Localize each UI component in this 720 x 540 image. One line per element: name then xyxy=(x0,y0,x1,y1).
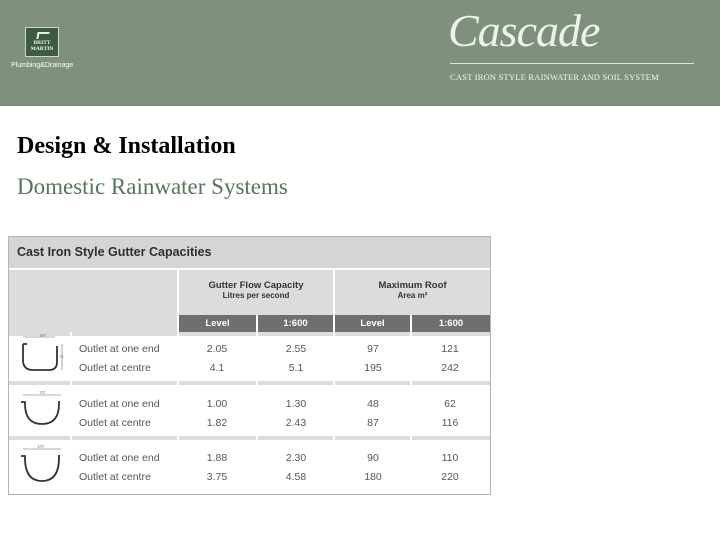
slide-subtitle: Domestic Rainwater Systems xyxy=(17,174,288,199)
row-label: Outlet at one end xyxy=(79,343,160,355)
logo-line-2: MARTIN xyxy=(30,46,54,52)
cell-flow-level: 1.00 xyxy=(206,398,228,410)
cell-roof-level: 195 xyxy=(364,362,382,374)
profile-depth-label: 75 xyxy=(59,354,64,359)
cell-roof-level: 87 xyxy=(367,417,379,429)
row-label: Outlet at one end xyxy=(79,452,160,464)
header-banner xyxy=(0,0,720,106)
cell-flow-fall: 4.58 xyxy=(285,471,307,483)
cell-flow-fall: 1.30 xyxy=(285,398,307,410)
row-label: Outlet at centre xyxy=(79,417,151,429)
cell-roof-fall: 220 xyxy=(441,471,459,483)
cell-flow-level: 2.05 xyxy=(206,343,228,355)
cell-flow-fall: 2.55 xyxy=(285,343,307,355)
cell-flow-fall: 2.43 xyxy=(285,417,307,429)
subheader-ratio: 1:600 xyxy=(438,318,464,329)
table-title-bar xyxy=(9,237,490,268)
row-label: Outlet at centre xyxy=(79,362,151,374)
logo-caption: Plumbing&Drainage xyxy=(11,62,74,69)
britt-martin-logo xyxy=(25,27,59,57)
product-name: Cascade xyxy=(448,5,600,56)
row-label: Outlet at centre xyxy=(79,471,151,483)
cell-flow-level: 3.75 xyxy=(206,471,228,483)
profile-width-label: 125 xyxy=(37,443,44,449)
cell-roof-fall: 116 xyxy=(441,417,459,429)
cell-roof-fall: 62 xyxy=(444,398,456,410)
group-header-roof-area xyxy=(335,280,490,300)
cell-flow-level: 1.88 xyxy=(206,452,228,464)
house-roof-icon xyxy=(36,32,49,39)
cell-roof-level: 48 xyxy=(367,398,379,410)
product-tagline: CAST IRON STYLE RAINWATER AND SOIL SYSTEM xyxy=(450,72,659,82)
gutter-half-round-deep-profile-icon xyxy=(17,443,67,487)
cell-flow-fall: 2.30 xyxy=(285,452,307,464)
header-divider xyxy=(450,63,694,64)
cell-roof-fall: 121 xyxy=(441,343,459,355)
cell-roof-fall: 110 xyxy=(441,452,459,464)
group-header-flow-capacity xyxy=(179,280,333,300)
cell-roof-level: 90 xyxy=(367,452,379,464)
gutter-capacity-table xyxy=(8,236,491,495)
gutter-ogee-profile-icon xyxy=(17,334,67,378)
subheader-level: Level xyxy=(205,318,230,329)
subheader-level: Level xyxy=(360,318,385,329)
cell-flow-fall: 5.1 xyxy=(288,362,304,374)
subheader-ratio: 1:600 xyxy=(283,318,308,329)
group-header-flow-label: Gutter Flow Capacity xyxy=(208,280,304,291)
slide-title: Design & Installation xyxy=(17,133,236,159)
logo-line-1: BRITT xyxy=(33,40,51,46)
group-header-flow-unit: Litres per second xyxy=(222,291,290,300)
table-title: Cast Iron Style Gutter Capacities xyxy=(17,245,212,259)
cell-roof-level: 97 xyxy=(367,343,379,355)
group-header-roof-label: Maximum Roof xyxy=(378,280,447,291)
gutter-half-round-profile-icon xyxy=(17,388,67,432)
group-header-roof-unit: Area m² xyxy=(397,291,428,300)
cell-flow-level: 4.1 xyxy=(209,362,225,374)
cell-roof-level: 180 xyxy=(364,471,382,483)
row-label: Outlet at one end xyxy=(79,398,160,410)
profile-width-label: 112 xyxy=(39,389,46,395)
cell-flow-level: 1.82 xyxy=(206,417,228,429)
profile-width-label: 100 xyxy=(39,334,46,338)
cell-roof-fall: 242 xyxy=(441,362,459,374)
